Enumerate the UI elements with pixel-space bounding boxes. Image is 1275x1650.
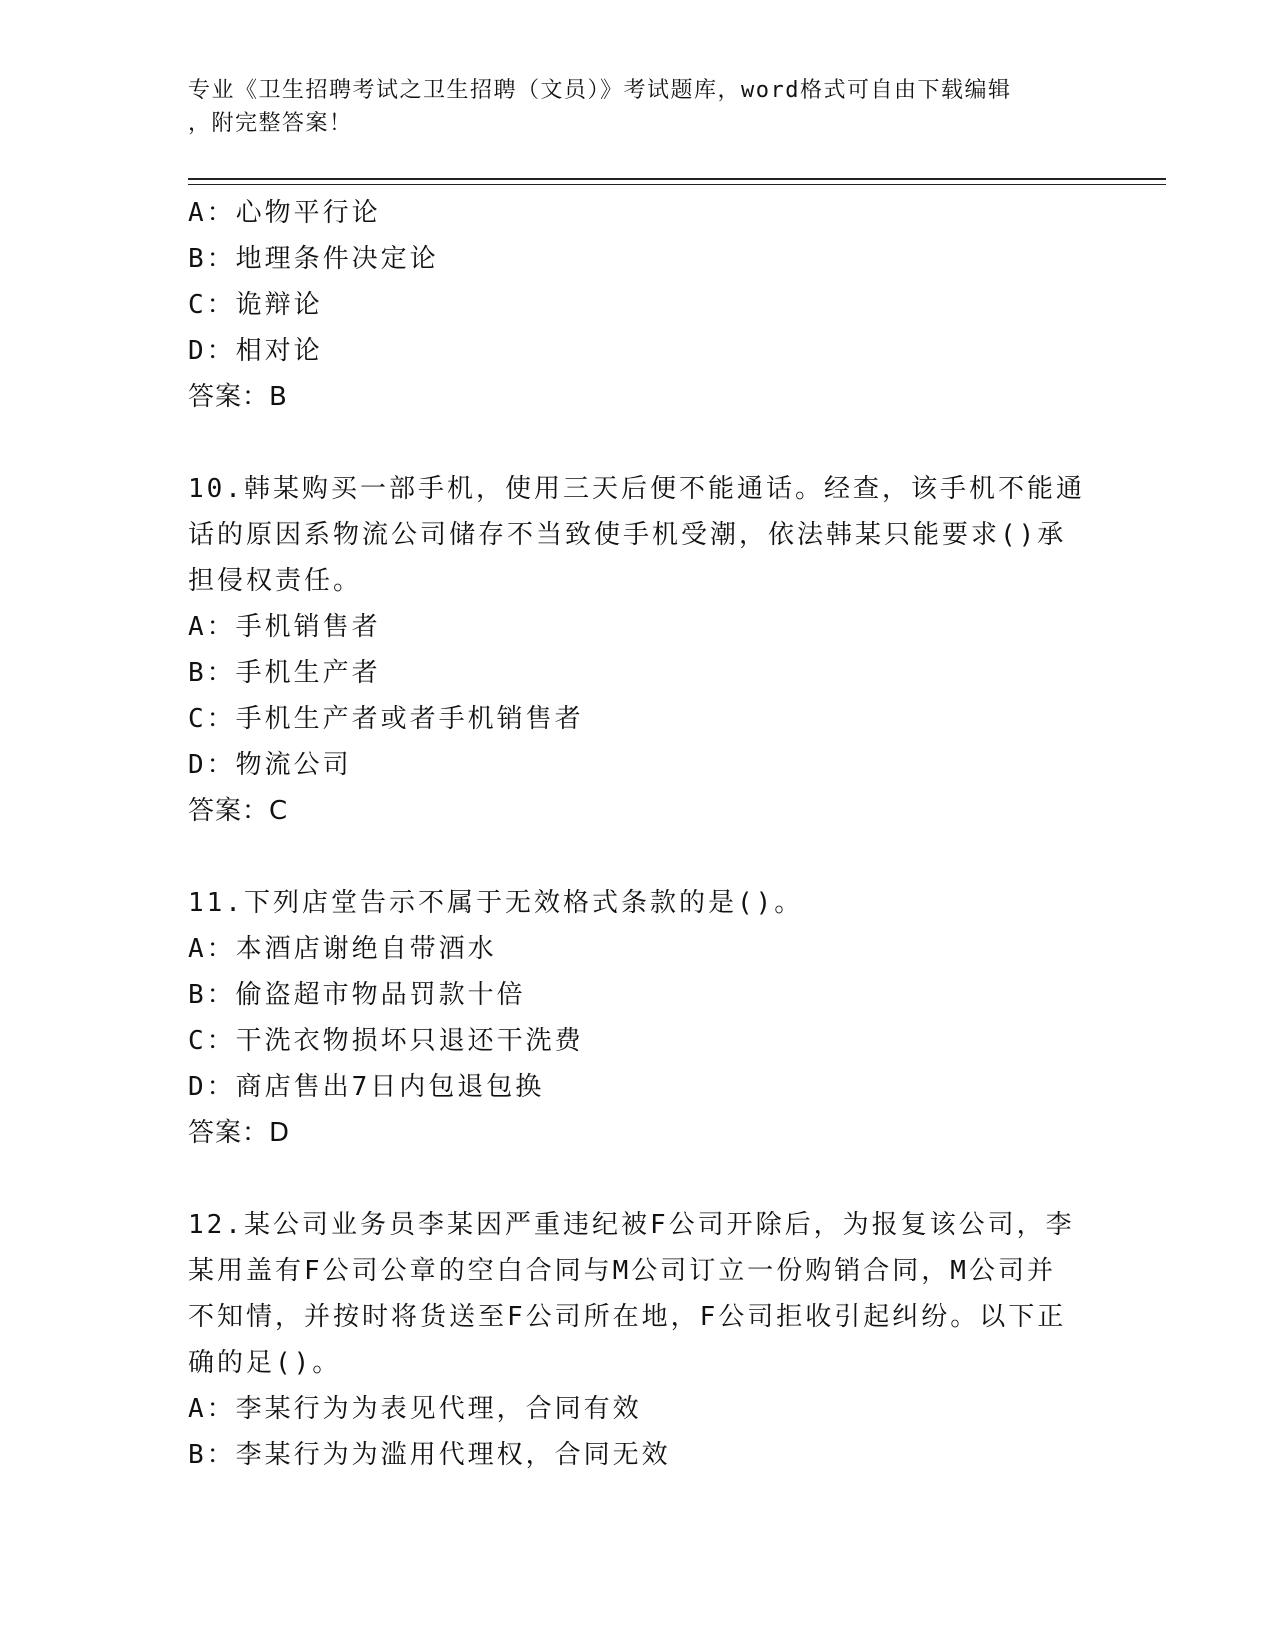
question-stem-line: 11.下列店堂告示不属于无效格式条款的是()。: [188, 888, 804, 918]
answer-line: 答案：D: [188, 1118, 291, 1148]
header-divider-thick: [188, 178, 1166, 180]
option-a: A：李某行为为表见代理，合同有效: [188, 1394, 642, 1424]
option-b: B：手机生产者: [188, 658, 381, 688]
header-divider-thin: [188, 184, 1166, 185]
option-a: A：心物平行论: [188, 198, 381, 228]
question-stem-line: 10.韩某购买一部手机，使用三天后便不能通话。经查，该手机不能通: [188, 474, 1085, 504]
option-a: A：本酒店谢绝自带酒水: [188, 934, 497, 964]
question-block-9: [188, 190, 1088, 420]
question-block-11: [188, 880, 1088, 1156]
option-c: C：诡辩论: [188, 290, 323, 320]
answer-line: 答案：B: [188, 382, 288, 412]
question-stem-line: 担侵权责任。: [188, 566, 363, 596]
question-stem-line: 话的原因系物流公司储存不当致使手机受潮，依法韩某只能要求()承: [188, 520, 1067, 550]
document-header: [188, 74, 1088, 140]
answer-line: 答案：C: [188, 796, 289, 826]
option-b: B：李某行为为滥用代理权，合同无效: [188, 1440, 671, 1470]
question-block-10: [188, 466, 1088, 834]
option-d: D：商店售出7日内包退包换: [188, 1072, 545, 1102]
document-body: [188, 190, 1088, 1478]
option-c: C：干洗衣物损坏只退还干洗费: [188, 1026, 584, 1056]
option-d: D：物流公司: [188, 750, 352, 780]
option-a: A：手机销售者: [188, 612, 381, 642]
header-line-2: ，附完整答案！: [188, 111, 353, 136]
option-b: B：偷盗超市物品罚款十倍: [188, 980, 526, 1010]
option-d: D：相对论: [188, 336, 323, 366]
option-b: B：地理条件决定论: [188, 244, 439, 274]
question-block-12: [188, 1202, 1088, 1478]
question-stem-line: 确的足()。: [188, 1348, 342, 1378]
question-stem-line: 12.某公司业务员李某因严重违纪被F公司开除后，为报复该公司，李: [188, 1210, 1075, 1240]
header-line-1: 专业《卫生招聘考试之卫生招聘（文员）》考试题库，word格式可自由下载编辑: [188, 78, 1012, 103]
question-stem-line: 某用盖有F公司公章的空白合同与M公司订立一份购销合同，M公司并: [188, 1256, 1056, 1286]
option-c: C：手机生产者或者手机销售者: [188, 704, 584, 734]
question-stem-line: 不知情，并按时将货送至F公司所在地，F公司拒收引起纠纷。以下正: [188, 1302, 1067, 1332]
